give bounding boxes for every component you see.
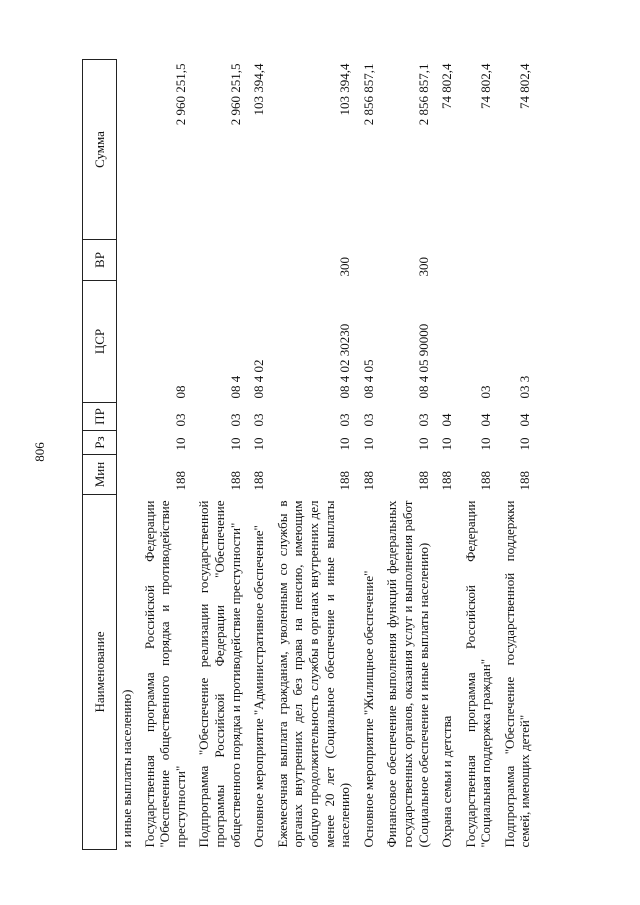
table-row <box>459 60 498 850</box>
row-rz <box>117 431 138 455</box>
row-rz: 10 <box>415 437 431 451</box>
row-csr: 08 4 02 <box>251 359 267 399</box>
row-name: Охрана семьи и детства <box>439 715 455 848</box>
row-vr <box>117 240 138 281</box>
row-csr: 08 4 05 90000 <box>415 323 431 399</box>
row-rz: 10 <box>227 437 243 451</box>
header-name: Наименование <box>83 495 117 850</box>
row-vr <box>192 240 247 281</box>
page-number: 806 <box>32 442 47 462</box>
row-min: 188 <box>227 471 243 491</box>
row-pr: 04 <box>439 413 455 427</box>
table-row <box>380 60 435 850</box>
table-row <box>192 60 247 850</box>
row-sum: 74 802,4 <box>439 63 455 109</box>
row-csr: 08 4 05 <box>360 359 376 399</box>
row-sum: 2 960 251,5 <box>172 63 188 126</box>
row-csr: 08 4 02 30230 <box>337 323 353 399</box>
row-vr <box>138 240 193 281</box>
row-sum: 2 856 857,1 <box>360 63 376 126</box>
row-name: Подпрограмма "Обеспечение государственной поддержки семей, имеющих детей" <box>501 500 533 848</box>
header-pr: ПР <box>83 403 117 431</box>
table-row <box>357 60 381 850</box>
row-rz: 10 <box>439 437 455 451</box>
row-min: 188 <box>439 471 455 491</box>
row-csr: 08 4 <box>227 375 243 399</box>
row-rz: 10 <box>251 437 267 451</box>
row-min: 188 <box>337 471 353 491</box>
row-name: и иные выплаты населению) <box>119 689 134 848</box>
row-min <box>117 455 138 495</box>
table-row <box>117 60 138 850</box>
row-sum: 74 802,4 <box>478 63 494 109</box>
row-vr <box>357 240 381 281</box>
budget-table <box>82 59 537 850</box>
row-pr: 04 <box>478 413 494 427</box>
row-rz: 10 <box>360 437 376 451</box>
row-min: 188 <box>251 471 267 491</box>
row-pr: 03 <box>360 413 376 427</box>
row-sum: 103 394,4 <box>251 63 267 116</box>
row-pr: 03 <box>251 413 267 427</box>
row-rz: 10 <box>172 437 188 451</box>
row-rz: 10 <box>478 437 494 451</box>
row-csr <box>117 281 138 403</box>
row-rz: 10 <box>517 437 533 451</box>
row-pr: 04 <box>517 413 533 427</box>
row-min: 188 <box>172 471 188 491</box>
row-name: Государственная программа Российской Федерации "Обеспечение общественного порядка и противодействие преступности" <box>141 500 188 848</box>
row-pr: 03 <box>415 413 431 427</box>
row-pr <box>117 403 138 431</box>
row-sum: 103 394,4 <box>337 63 353 116</box>
row-name: Ежемесячная выплата гражданам, уволенным со службы в органах внутренних дел без права на пенсию, имеющим общую продолжительность службы в органах внутренних дел менее 20 лет (Социальное обеспечение и иные выплаты населению) <box>274 500 353 848</box>
row-sum: 2 960 251,5 <box>227 63 243 126</box>
row-sum: 74 802,4 <box>517 63 533 109</box>
table-row <box>498 60 537 850</box>
row-vr <box>498 240 537 281</box>
header-csr: ЦСР <box>83 281 117 403</box>
row-name: Основное мероприятие "Жилищное обеспечение" <box>360 570 376 848</box>
row-sum: 2 856 857,1 <box>415 63 431 126</box>
row-name: Подпрограмма "Обеспечение реализации государственной программы Российской Федерации "Обеспечение общественного порядка и противодействие преступности" <box>196 500 243 848</box>
row-vr <box>459 240 498 281</box>
row-pr: 03 <box>227 413 243 427</box>
row-csr: 03 3 <box>517 375 533 399</box>
row-name: Основное мероприятие "Административное обеспечение" <box>251 525 267 848</box>
rotated-table-container <box>82 60 602 850</box>
row-vr <box>247 240 271 281</box>
header-vr: ВР <box>83 240 117 281</box>
table-row <box>138 60 193 850</box>
header-rz: Рз <box>83 431 117 455</box>
row-sum <box>117 60 138 240</box>
row-pr: 03 <box>172 413 188 427</box>
table-row <box>247 60 271 850</box>
row-csr: 08 <box>172 385 188 399</box>
row-name: Государственная программа Российской Федерации "Социальная поддержка граждан" <box>462 500 494 848</box>
row-min: 188 <box>360 471 376 491</box>
row-min: 188 <box>517 471 533 491</box>
row-vr: 300 <box>415 257 431 277</box>
row-rz: 10 <box>337 437 353 451</box>
header-sum: Сумма <box>83 60 117 240</box>
row-vr <box>435 240 459 281</box>
row-vr: 300 <box>337 257 353 277</box>
row-name: Финансовое обеспечение выполнения функций федеральных государственных органов, оказания услуг и выполнения работ (Социальное обеспечение и иные выплаты населению) <box>384 500 431 848</box>
table-row <box>271 60 357 850</box>
row-min: 188 <box>415 471 431 491</box>
row-min: 188 <box>478 471 494 491</box>
table-row <box>435 60 459 850</box>
row-pr: 03 <box>337 413 353 427</box>
header-min: Мин <box>83 455 117 495</box>
row-csr: 03 <box>478 385 494 399</box>
table-header-row <box>83 60 117 850</box>
row-csr <box>435 281 459 403</box>
